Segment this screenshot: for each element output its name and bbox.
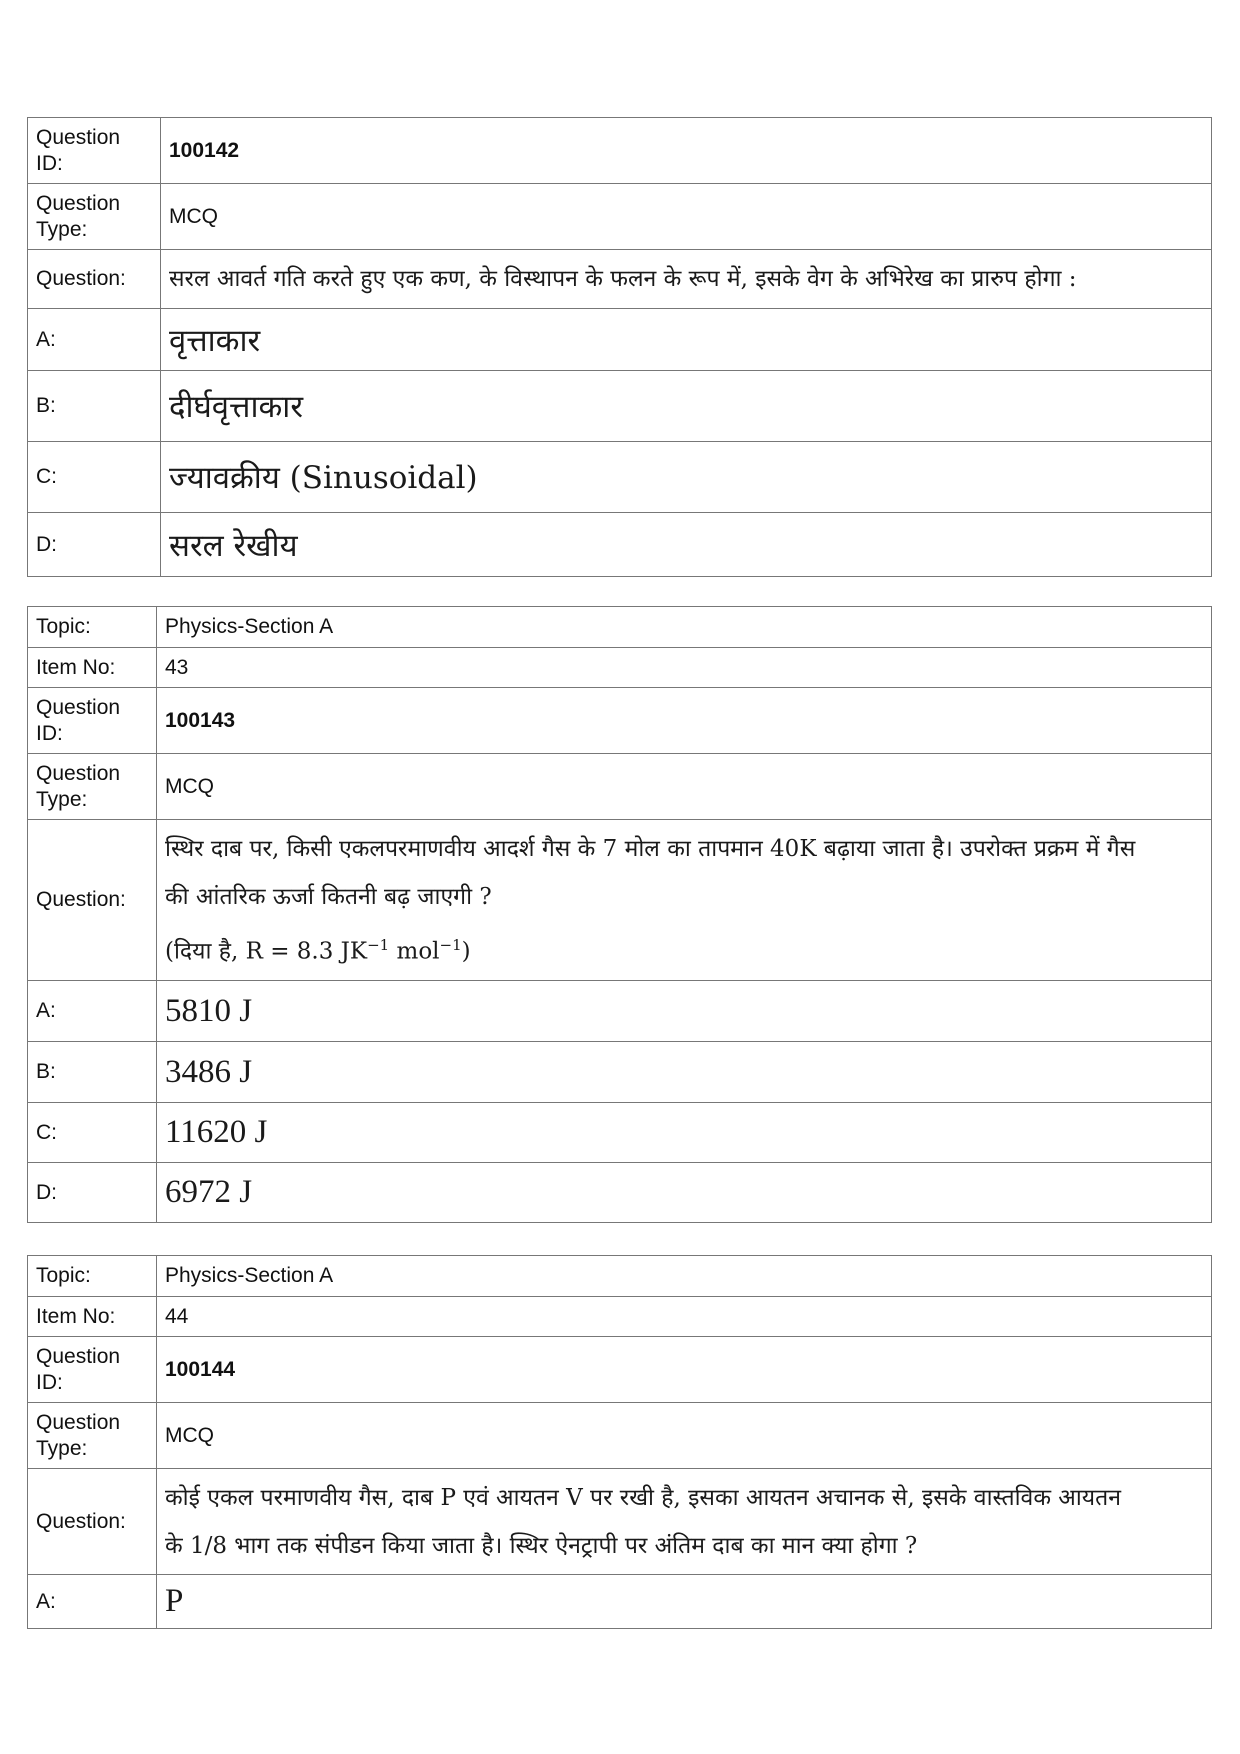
question-id-value: 100144 xyxy=(157,1337,1212,1403)
option-d-label: D: xyxy=(28,513,161,577)
question-label: Question: xyxy=(28,250,161,309)
topic-label: Topic: xyxy=(28,607,157,648)
option-d-text: 6972 J xyxy=(157,1163,1212,1223)
question-id-label: Question ID: xyxy=(28,118,161,184)
question-line-1: स्थिर दाब पर, किसी एकलपरमाणवीय आदर्श गैस के 7 मोल का तापमान 40K बढ़ाया जाता है। उपरोक्त प्रक्रम में गैस xyxy=(165,835,1136,862)
question-id-label: Question ID: xyxy=(28,688,157,754)
question-id-value: 100142 xyxy=(161,118,1212,184)
item-no-value: 44 xyxy=(157,1297,1212,1337)
question-text xyxy=(157,1469,1212,1575)
option-a-text: P xyxy=(157,1575,1212,1629)
option-d-text: सरल रेखीय xyxy=(161,513,1212,577)
question-line-2: की आंतरिक ऊर्जा कितनी बढ़ जाएगी ? xyxy=(165,883,492,910)
question-type-label: Question Type: xyxy=(28,1403,157,1469)
topic-value: Physics-Section A xyxy=(157,1256,1212,1297)
question-block-100144 xyxy=(27,1255,1212,1629)
item-no-value: 43 xyxy=(157,648,1212,688)
question-type-value: MCQ xyxy=(161,184,1212,250)
option-c-label: C: xyxy=(28,1103,157,1163)
question-block-100142 xyxy=(27,117,1212,577)
option-b-label: B: xyxy=(28,371,161,442)
option-b-text: 3486 J xyxy=(157,1042,1212,1103)
option-c-label: C: xyxy=(28,442,161,513)
question-text: सरल आवर्त गति करते हुए एक कण, के विस्थापन के फलन के रूप में, इसके वेग के अभिरेख का प्रारुप होगा : xyxy=(161,250,1212,309)
option-a-label: A: xyxy=(28,1575,157,1629)
question-label: Question: xyxy=(28,1469,157,1575)
question-text xyxy=(157,820,1212,981)
question-type-label: Question Type: xyxy=(28,184,161,250)
option-c-text: 11620 J xyxy=(157,1103,1212,1163)
option-a-text: 5810 J xyxy=(157,981,1212,1042)
question-label: Question: xyxy=(28,820,157,981)
question-block-100143 xyxy=(27,606,1212,1223)
question-id-value: 100143 xyxy=(157,688,1212,754)
question-type-label: Question Type: xyxy=(28,754,157,820)
question-type-value: MCQ xyxy=(157,754,1212,820)
option-a-text: वृत्ताकार xyxy=(161,309,1212,371)
option-b-text: दीर्घवृत्ताकार xyxy=(161,371,1212,442)
item-no-label: Item No: xyxy=(28,648,157,688)
question-id-label: Question ID: xyxy=(28,1337,157,1403)
question-line-1: कोई एकल परमाणवीय गैस, दाब P एवं आयतन V पर रखी है, इसका आयतन अचानक से, इसके वास्तविक आयतन xyxy=(165,1484,1122,1511)
item-no-label: Item No: xyxy=(28,1297,157,1337)
option-c-text: ज्यावक्रीय (Sinusoidal) xyxy=(161,442,1212,513)
topic-label: Topic: xyxy=(28,1256,157,1297)
option-b-label: B: xyxy=(28,1042,157,1103)
option-d-label: D: xyxy=(28,1163,157,1223)
question-type-value: MCQ xyxy=(157,1403,1212,1469)
question-line-3: (दिया है, R = 8.3 $JK^{-1}$ mol$^{-1}$) xyxy=(165,935,471,965)
topic-value: Physics-Section A xyxy=(157,607,1212,648)
question-line-2: के 1/8 भाग तक संपीडन किया जाता है। स्थिर ऐनट्रापी पर अंतिम दाब का मान क्या होगा ? xyxy=(165,1532,918,1559)
option-a-label: A: xyxy=(28,981,157,1042)
option-a-label: A: xyxy=(28,309,161,371)
